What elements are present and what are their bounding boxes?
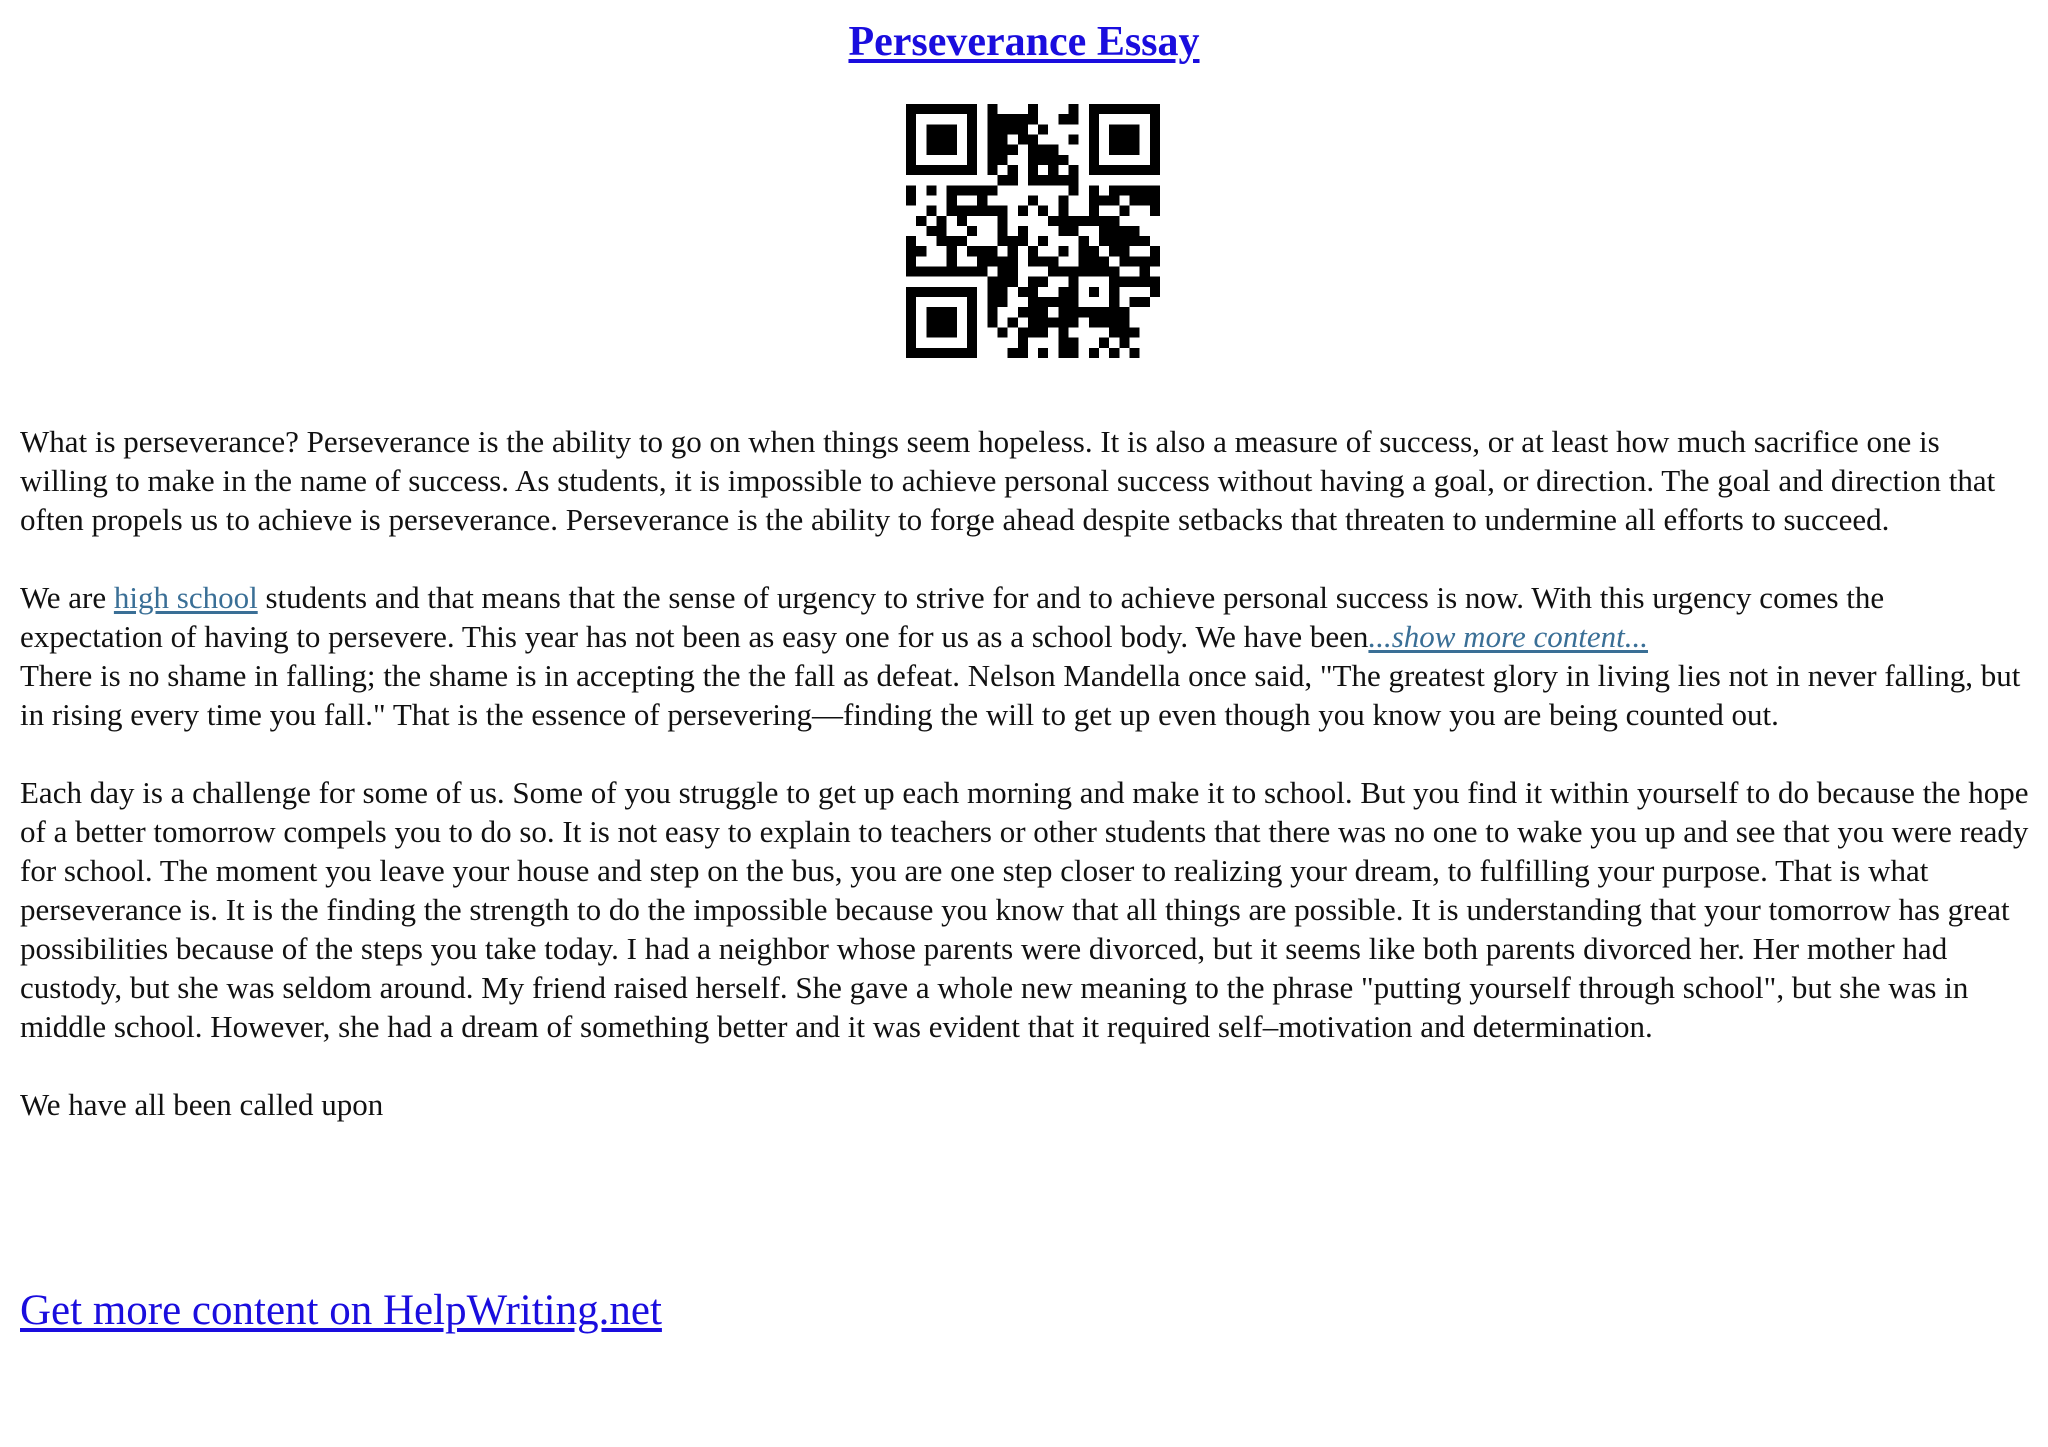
more-content-link[interactable]: Get more content on HelpWriting.net [20,1287,662,1334]
show-more-link[interactable]: ...show more content... [1368,619,1648,654]
qr-code-icon [906,104,1160,358]
footer-container [20,1286,662,1335]
essay-paragraph-2 [20,578,2030,656]
essay-paragraph-5: We have all been called upon [20,1087,384,1122]
paragraph-gap [20,734,2030,773]
paragraph-2-rest: students and that means that the sense of urgency to strive for and to achieve personal success is now. With this urgency comes the expectation of having to persevere. This year has not been as easy one for us as a school body. We have been [20,580,1885,654]
paragraph-gap [20,539,2030,578]
qr-code [906,104,1160,358]
page-title-link[interactable]: Perseverance Essay [848,19,1200,65]
essay-paragraph-4: Each day is a challenge for some of us. Some of you struggle to get up each morning and make it to school. But you find it within yourself to do because the hope of a better tomorrow compels you to do so. It is not easy to explain to teachers or other students that there was no one to wake you up and see that you were ready for school. The moment you leave your house and step on the bus, you are one step closer to realizing your dream, to fulfilling your purpose. That is what perseverance is. It is the finding the strength to do the impossible because you know that all things are possible. It is understanding that your tomorrow has great possibilities because of the steps you take today. I had a neighbor whose parents were divorced, but it seems like both parents divorced her. Her mother had custody, but she was seldom around. My friend raised herself. She gave a whole new meaning to the phrase "putting yourself through school", but she was in middle school. However, she had a dream of something better and it was evident that it required self–motivation and determination. [20,775,2029,1044]
title-container [0,18,2048,66]
essay-paragraph-1: What is perseverance? Perseverance is the ability to go on when things seem hopeless. It is also a measure of success, or at least how much sacrifice one is willing to make in the name of success. As students, it is impossible to achieve personal success without having a goal, or direction. The goal and direction that often propels us to achieve is perseverance. Perseverance is the ability to forge ahead despite setbacks that threaten to undermine all efforts to succeed. [20,424,1996,537]
essay-body [20,422,2030,1124]
paragraph-gap [20,1046,2030,1085]
essay-paragraph-3: There is no shame in falling; the shame is in accepting the the fall as defeat. Nelson Mandella once said, "The greatest glory in living lies not in never falling, but in rising every time you fall." That is the essence of persevering—finding the will to get up even though you know you are being counted out. [20,658,2021,732]
paragraph-2-start: We are [20,580,114,615]
high-school-link[interactable]: high school [113,580,258,615]
